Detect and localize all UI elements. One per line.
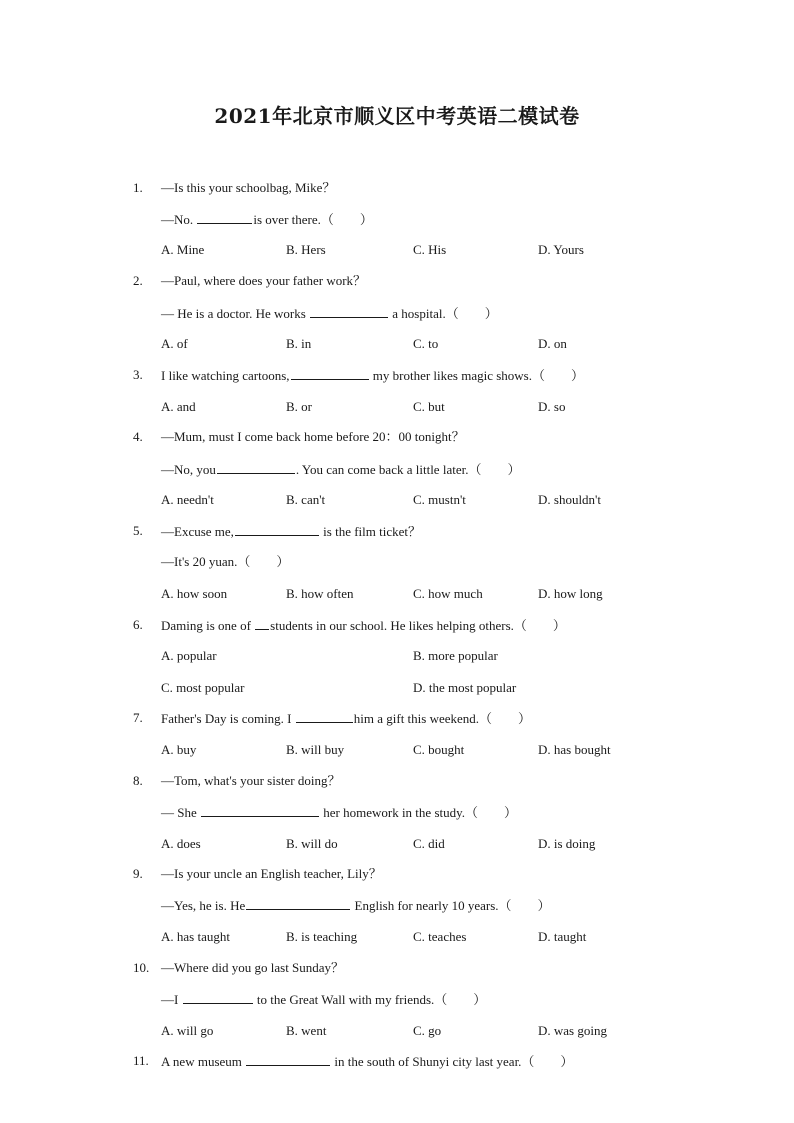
answer-option[interactable]: A. popular xyxy=(161,648,217,663)
answer-option[interactable]: D. on xyxy=(538,336,567,351)
question-line xyxy=(161,367,584,384)
answer-option[interactable]: B. can't xyxy=(286,492,326,507)
question-number: 6. xyxy=(133,617,143,632)
answer-option[interactable]: A. and xyxy=(161,399,196,414)
question-text: — She xyxy=(161,805,200,820)
answer-option[interactable]: D. has bought xyxy=(538,742,611,757)
answer-blank[interactable] xyxy=(217,461,295,474)
question-line xyxy=(161,866,382,882)
question-number: 7. xyxy=(133,710,143,725)
question-line xyxy=(161,1053,573,1070)
answer-option[interactable]: D. so xyxy=(538,399,566,414)
answer-option[interactable]: B. is teaching xyxy=(286,929,358,944)
question-number: 11. xyxy=(133,1053,149,1068)
answer-option[interactable]: D. is doing xyxy=(538,836,596,851)
answer-option[interactable]: D. was going xyxy=(538,1023,607,1038)
answer-option[interactable]: D. Yours xyxy=(538,242,584,257)
question-line xyxy=(161,305,498,322)
answer-option[interactable]: B. will buy xyxy=(286,742,345,757)
answer-blank[interactable] xyxy=(255,617,269,630)
question-text: —Excuse me, xyxy=(161,524,234,539)
answer-option[interactable]: A. will go xyxy=(161,1023,214,1038)
question-line xyxy=(161,180,335,196)
answer-blank[interactable] xyxy=(310,305,388,318)
question-number: 8. xyxy=(133,773,143,788)
question-line xyxy=(161,429,465,445)
answer-option[interactable]: C. did xyxy=(413,836,445,851)
answer-option[interactable]: C. but xyxy=(413,399,445,414)
answer-option[interactable]: C. bought xyxy=(413,742,465,757)
question-line xyxy=(161,617,566,634)
answer-option[interactable]: A. does xyxy=(161,836,201,851)
question-text: to the Great Wall with my friends.（ ） xyxy=(253,992,487,1007)
answer-option[interactable]: C. to xyxy=(413,336,439,351)
question-text: —It's 20 yuan.（ ） xyxy=(161,554,290,569)
answer-option[interactable]: B. more popular xyxy=(413,648,498,663)
answer-blank[interactable] xyxy=(246,1053,330,1066)
question-number: 4. xyxy=(133,429,143,444)
answer-option[interactable]: A. Mine xyxy=(161,242,205,257)
answer-blank[interactable] xyxy=(201,804,319,817)
question-number: 2. xyxy=(133,273,143,288)
answer-option[interactable]: C. go xyxy=(413,1023,442,1038)
answer-option[interactable]: A. of xyxy=(161,336,188,351)
question-text: her homework in the study.（ ） xyxy=(320,805,518,820)
answer-option[interactable]: A. buy xyxy=(161,742,197,757)
question-text: is the film ticket？ xyxy=(319,524,422,539)
answer-option[interactable]: C. teaches xyxy=(413,929,467,944)
question-text: —No, you xyxy=(161,462,216,477)
question-text: —Is your uncle an English teacher, Lily？ xyxy=(161,866,382,881)
question-text: English for nearly 10 years.（ ） xyxy=(351,898,551,913)
question-line xyxy=(161,710,531,727)
question-text: . You can come back a little later.（ ） xyxy=(295,462,521,477)
question-text: A new museum xyxy=(161,1054,246,1069)
question-text: Father's Day is coming. I xyxy=(161,711,295,726)
answer-option[interactable]: A. needn't xyxy=(161,492,214,507)
question-text: —Yes, he is. He xyxy=(161,898,246,913)
answer-option[interactable]: C. most popular xyxy=(161,680,245,695)
answer-option[interactable]: B. will do xyxy=(286,836,338,851)
answer-option[interactable]: C. how much xyxy=(413,586,483,601)
question-text: students in our school. He likes helping others.（ ） xyxy=(270,618,566,633)
question-line xyxy=(161,991,486,1008)
question-text: my brother likes magic shows.（ ） xyxy=(369,368,584,383)
question-text: in the south of Shunyi city last year.（ ） xyxy=(331,1054,574,1069)
question-number: 5. xyxy=(133,523,143,538)
answer-option[interactable]: D. the most popular xyxy=(413,680,517,695)
question-text: — He is a doctor. He works xyxy=(161,306,310,321)
answer-option[interactable]: B. how often xyxy=(286,586,354,601)
question-text: —Paul, where does your father work？ xyxy=(161,273,367,288)
question-number: 10. xyxy=(133,960,150,975)
answer-option[interactable]: B. went xyxy=(286,1023,327,1038)
question-text: —No. xyxy=(161,212,197,227)
answer-option[interactable]: B. or xyxy=(286,399,312,414)
page-title: 2021年北京市顺义区中考英语二模试卷 xyxy=(214,104,580,128)
question-line xyxy=(161,554,289,570)
answer-option[interactable]: D. how long xyxy=(538,586,603,601)
question-text: —Tom, what's your sister doing？ xyxy=(161,773,341,788)
question-line xyxy=(161,273,366,289)
question-number: 3. xyxy=(133,367,143,382)
question-line xyxy=(161,960,344,976)
question-line xyxy=(161,773,340,789)
answer-blank[interactable] xyxy=(183,991,253,1004)
question-text: —Is this your schoolbag, Mike？ xyxy=(161,180,336,195)
answer-blank[interactable] xyxy=(296,710,353,723)
question-text: —I xyxy=(161,992,182,1007)
question-text: is over there.（ ） xyxy=(253,212,373,227)
question-number: 9. xyxy=(133,866,143,881)
answer-blank[interactable] xyxy=(291,367,369,380)
answer-option[interactable]: C. mustn't xyxy=(413,492,466,507)
question-number: 1. xyxy=(133,180,143,195)
answer-option[interactable]: D. taught xyxy=(538,929,587,944)
answer-option[interactable]: D. shouldn't xyxy=(538,492,602,507)
question-line xyxy=(161,523,421,540)
question-line xyxy=(161,211,373,228)
answer-option[interactable]: A. how soon xyxy=(161,586,228,601)
answer-blank[interactable] xyxy=(246,897,350,910)
question-line xyxy=(161,461,520,478)
answer-option[interactable]: A. has taught xyxy=(161,929,230,944)
question-text: a hospital.（ ） xyxy=(389,306,498,321)
question-text: —Where did you go last Sunday？ xyxy=(161,960,345,975)
question-line xyxy=(161,804,517,821)
answer-blank[interactable] xyxy=(197,211,252,224)
question-text: him a gift this weekend.（ ） xyxy=(353,711,532,726)
answer-option[interactable]: B. in xyxy=(286,336,312,351)
answer-option[interactable]: B. Hers xyxy=(286,242,326,257)
answer-option[interactable]: C. His xyxy=(413,242,447,257)
question-text: I like watching cartoons, xyxy=(161,368,290,383)
answer-blank[interactable] xyxy=(235,523,319,536)
question-text: Daming is one of xyxy=(161,618,255,633)
question-line xyxy=(161,897,551,914)
question-text: —Mum, must I come back home before 20：00 tonight？ xyxy=(161,429,465,444)
